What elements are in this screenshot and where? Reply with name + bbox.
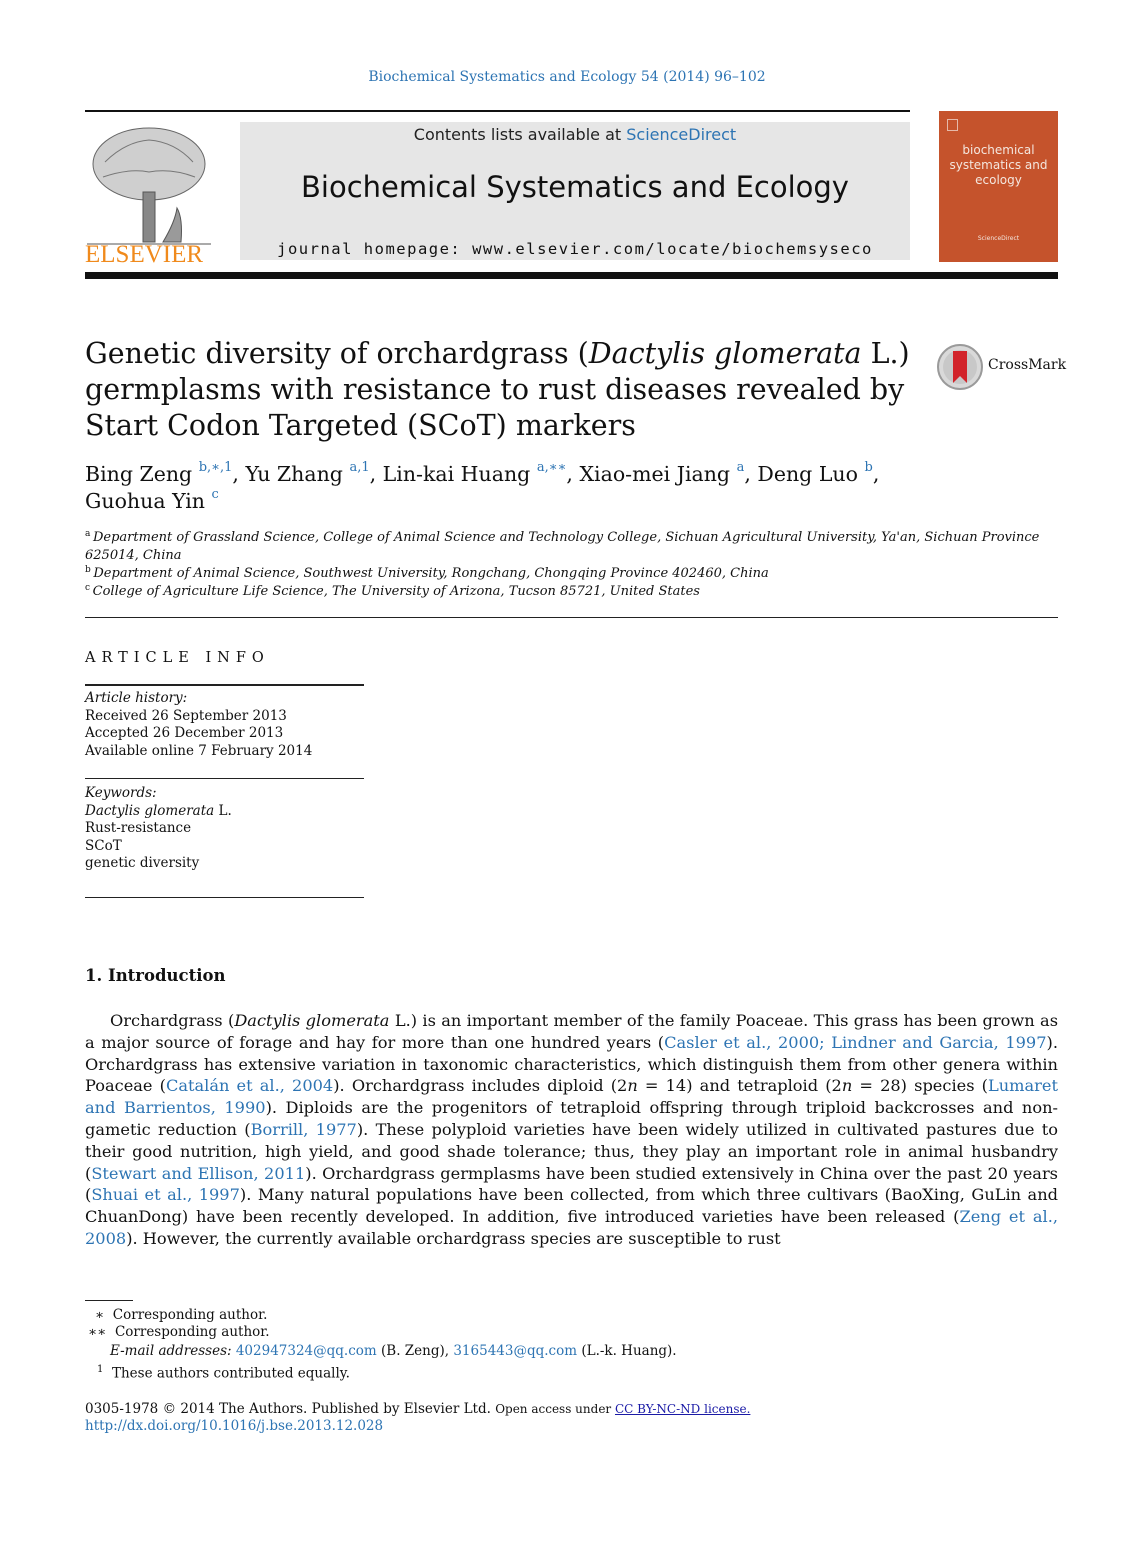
author-affiliation-mark[interactable]: a,1 <box>349 460 370 475</box>
accepted-date: Accepted 26 December 2013 <box>85 725 284 741</box>
license-link[interactable]: CC BY-NC-ND license. <box>614 1402 751 1416</box>
citation-link[interactable]: Catalán et al., 2004 <box>165 1076 334 1096</box>
citation-link[interactable]: Borrill, 1977 <box>250 1119 357 1139</box>
affiliation-item: $^a$ Department of Grassland Science, College of Animal Science and Technology College, Sichuan Agricultural University, Ya'an, Sichuan Province 625014, China <box>85 529 1040 563</box>
divider <box>85 778 364 779</box>
divider <box>85 897 364 898</box>
history-label: Article history: <box>85 690 188 706</box>
author-name: Yu Zhang <box>245 462 343 486</box>
header-rule-bottom <box>85 272 1058 279</box>
citation-link[interactable]: Lumaret and Barrientos, 1990 <box>85 1076 1058 1118</box>
citation-link[interactable]: Stewart and Ellison, 2011 <box>91 1163 306 1183</box>
keyword-item: Dactylis glomerata L. <box>85 802 232 819</box>
author-name: Bing Zeng <box>85 462 193 486</box>
article-info-heading: ARTICLE INFO <box>85 650 270 666</box>
journal-homepage[interactable]: journal homepage: www.elsevier.com/locate/biochemsyseco <box>277 240 873 258</box>
elsevier-wordmark: ELSEVIER <box>85 241 204 264</box>
doi-link[interactable]: http://dx.doi.org/10.1016/j.bse.2013.12.028 <box>85 1418 384 1434</box>
author-affiliation-mark[interactable]: b <box>864 460 873 475</box>
article-history <box>85 690 312 760</box>
section-heading-introduction: 1. Introduction <box>85 966 226 985</box>
footnote-equal-contribution: $^1$ These authors contributed equally. <box>97 1364 350 1382</box>
header-rule-top <box>85 110 910 112</box>
elsevier-logo <box>85 122 213 264</box>
affiliation-item: $^c$ College of Agriculture Life Science, The University of Arizona, Tucson 85721, United States <box>85 583 700 599</box>
keyword-item: genetic diversity <box>85 855 200 871</box>
keywords-label: Keywords: <box>85 785 157 801</box>
author-name: Deng Luo <box>757 462 858 486</box>
author-name: Xiao-mei Jiang <box>579 462 731 486</box>
affiliations <box>85 529 1065 601</box>
journal-banner <box>240 122 910 260</box>
cover-sciencedirect-mark: ScienceDirect <box>977 235 1020 242</box>
email-link[interactable]: 3165443@qq.com <box>453 1343 578 1359</box>
cover-title: biochemical systematics and ecology <box>949 143 1048 187</box>
author-affiliation-mark[interactable]: b,∗,1 <box>198 460 233 475</box>
journal-title: Biochemical Systematics and Ecology <box>301 170 849 204</box>
footnote-corresponding-2: ∗∗ Corresponding author. <box>88 1324 270 1340</box>
copyright-line: 0305-1978 © 2014 The Authors. Published by Elsevier Ltd. Open access under CC BY-NC-ND license. <box>85 1401 751 1417</box>
author-affiliation-mark[interactable]: c <box>211 487 219 502</box>
article-title: Genetic diversity of orchardgrass (Dactylis glomerata L.) germplasms with resistance to rust diseases revealed by Start Codon Targeted (SCoT) markers <box>85 337 910 442</box>
divider <box>85 684 364 686</box>
crossmark-label: CrossMark <box>988 357 1067 373</box>
sciencedirect-link[interactable]: ScienceDirect <box>626 125 737 144</box>
author-name: Lin-kai Huang <box>382 462 531 486</box>
divider <box>85 617 1058 618</box>
author-list: Bing Zeng $^{b,∗,1}$, Yu Zhang $^{a,1}$, Lin-kai Huang $^{a,∗∗}$, Xiao-mei Jiang $^a$, Deng Luo $^b$, Guohua Yin $^c$ <box>85 460 880 513</box>
keywords <box>85 785 232 873</box>
affiliation-item: $^b$ Department of Animal Science, Southwest University, Rongchang, Chongqing Province 402460, China <box>85 565 769 581</box>
cover-emblem-icon <box>947 119 958 131</box>
citation-link[interactable]: Zeng et al., 2008 <box>85 1207 1058 1248</box>
author-name: Guohua Yin <box>85 489 205 513</box>
author-affiliation-mark[interactable]: a <box>736 460 745 475</box>
online-date: Available online 7 February 2014 <box>85 742 313 759</box>
citation-link[interactable]: Shuai et al., 1997 <box>91 1185 240 1205</box>
crossmark-badge[interactable] <box>936 343 1067 389</box>
journal-cover[interactable] <box>939 111 1058 262</box>
journal-reference[interactable]: Biochemical Systematics and Ecology 54 (2014) 96–102 <box>368 69 766 85</box>
introduction-paragraph: Orchardgrass (Dactylis glomerata L.) is an important member of the family Poaceae. This grass has been grown as a major source of forage and hay for more than one hundred years (Casler et al., 2000; Lindner and Garcia, 1997). Orchardgrass has extensive variation in taxonomic characteristics, which distinguish them from other genera within Poaceae (Catalán et al., 2004). Orchardgrass includes diploid (2n = 14) and tetraploid (2n = 28) species (Lumaret and Barrientos, 1990). Diploids are the progenitors of tetraploid offspring through triploid backcrosses and non-gametic reduction (Borrill, 1977). These polyploid varieties have been widely utilized in cultivated pastures due to their good nutrition, high yield, and good shade tolerance; thus, they play an important role in animal husbandry (Stewart and Ellison, 2011). Orchardgrass germplasms have been studied extensively in China over the past 20 years (Shuai et al., 1997). Many natural populations have been collected, from which three cultivars (BaoXing, GuLin and ChuanDong) have been recently developed. In addition, five introduced varieties have been released (Zeng et al., 2008). However, the currently available orchardgrass species are susceptible to rust <box>85 1011 1059 1248</box>
received-date: Received 26 September 2013 <box>85 707 287 724</box>
keyword-item: Rust-resistance <box>85 820 192 836</box>
contents-line: Contents lists available at ScienceDirect <box>413 125 737 144</box>
footnote-corresponding-1: ∗ Corresponding author. <box>95 1307 268 1323</box>
footnote-emails: E-mail addresses: 402947324@qq.com (B. Zeng), 3165443@qq.com (L.-k. Huang). <box>110 1343 677 1359</box>
keyword-item: SCoT <box>85 837 122 854</box>
author-affiliation-mark[interactable]: a,∗∗ <box>536 460 567 475</box>
crossmark-icon <box>936 343 984 391</box>
elsevier-tree-icon <box>85 122 213 264</box>
email-link[interactable]: 402947324@qq.com <box>235 1343 377 1359</box>
citation-link[interactable]: Casler et al., 2000; Lindner and Garcia, 1997 <box>664 1032 1047 1052</box>
footnote-rule <box>85 1300 133 1301</box>
